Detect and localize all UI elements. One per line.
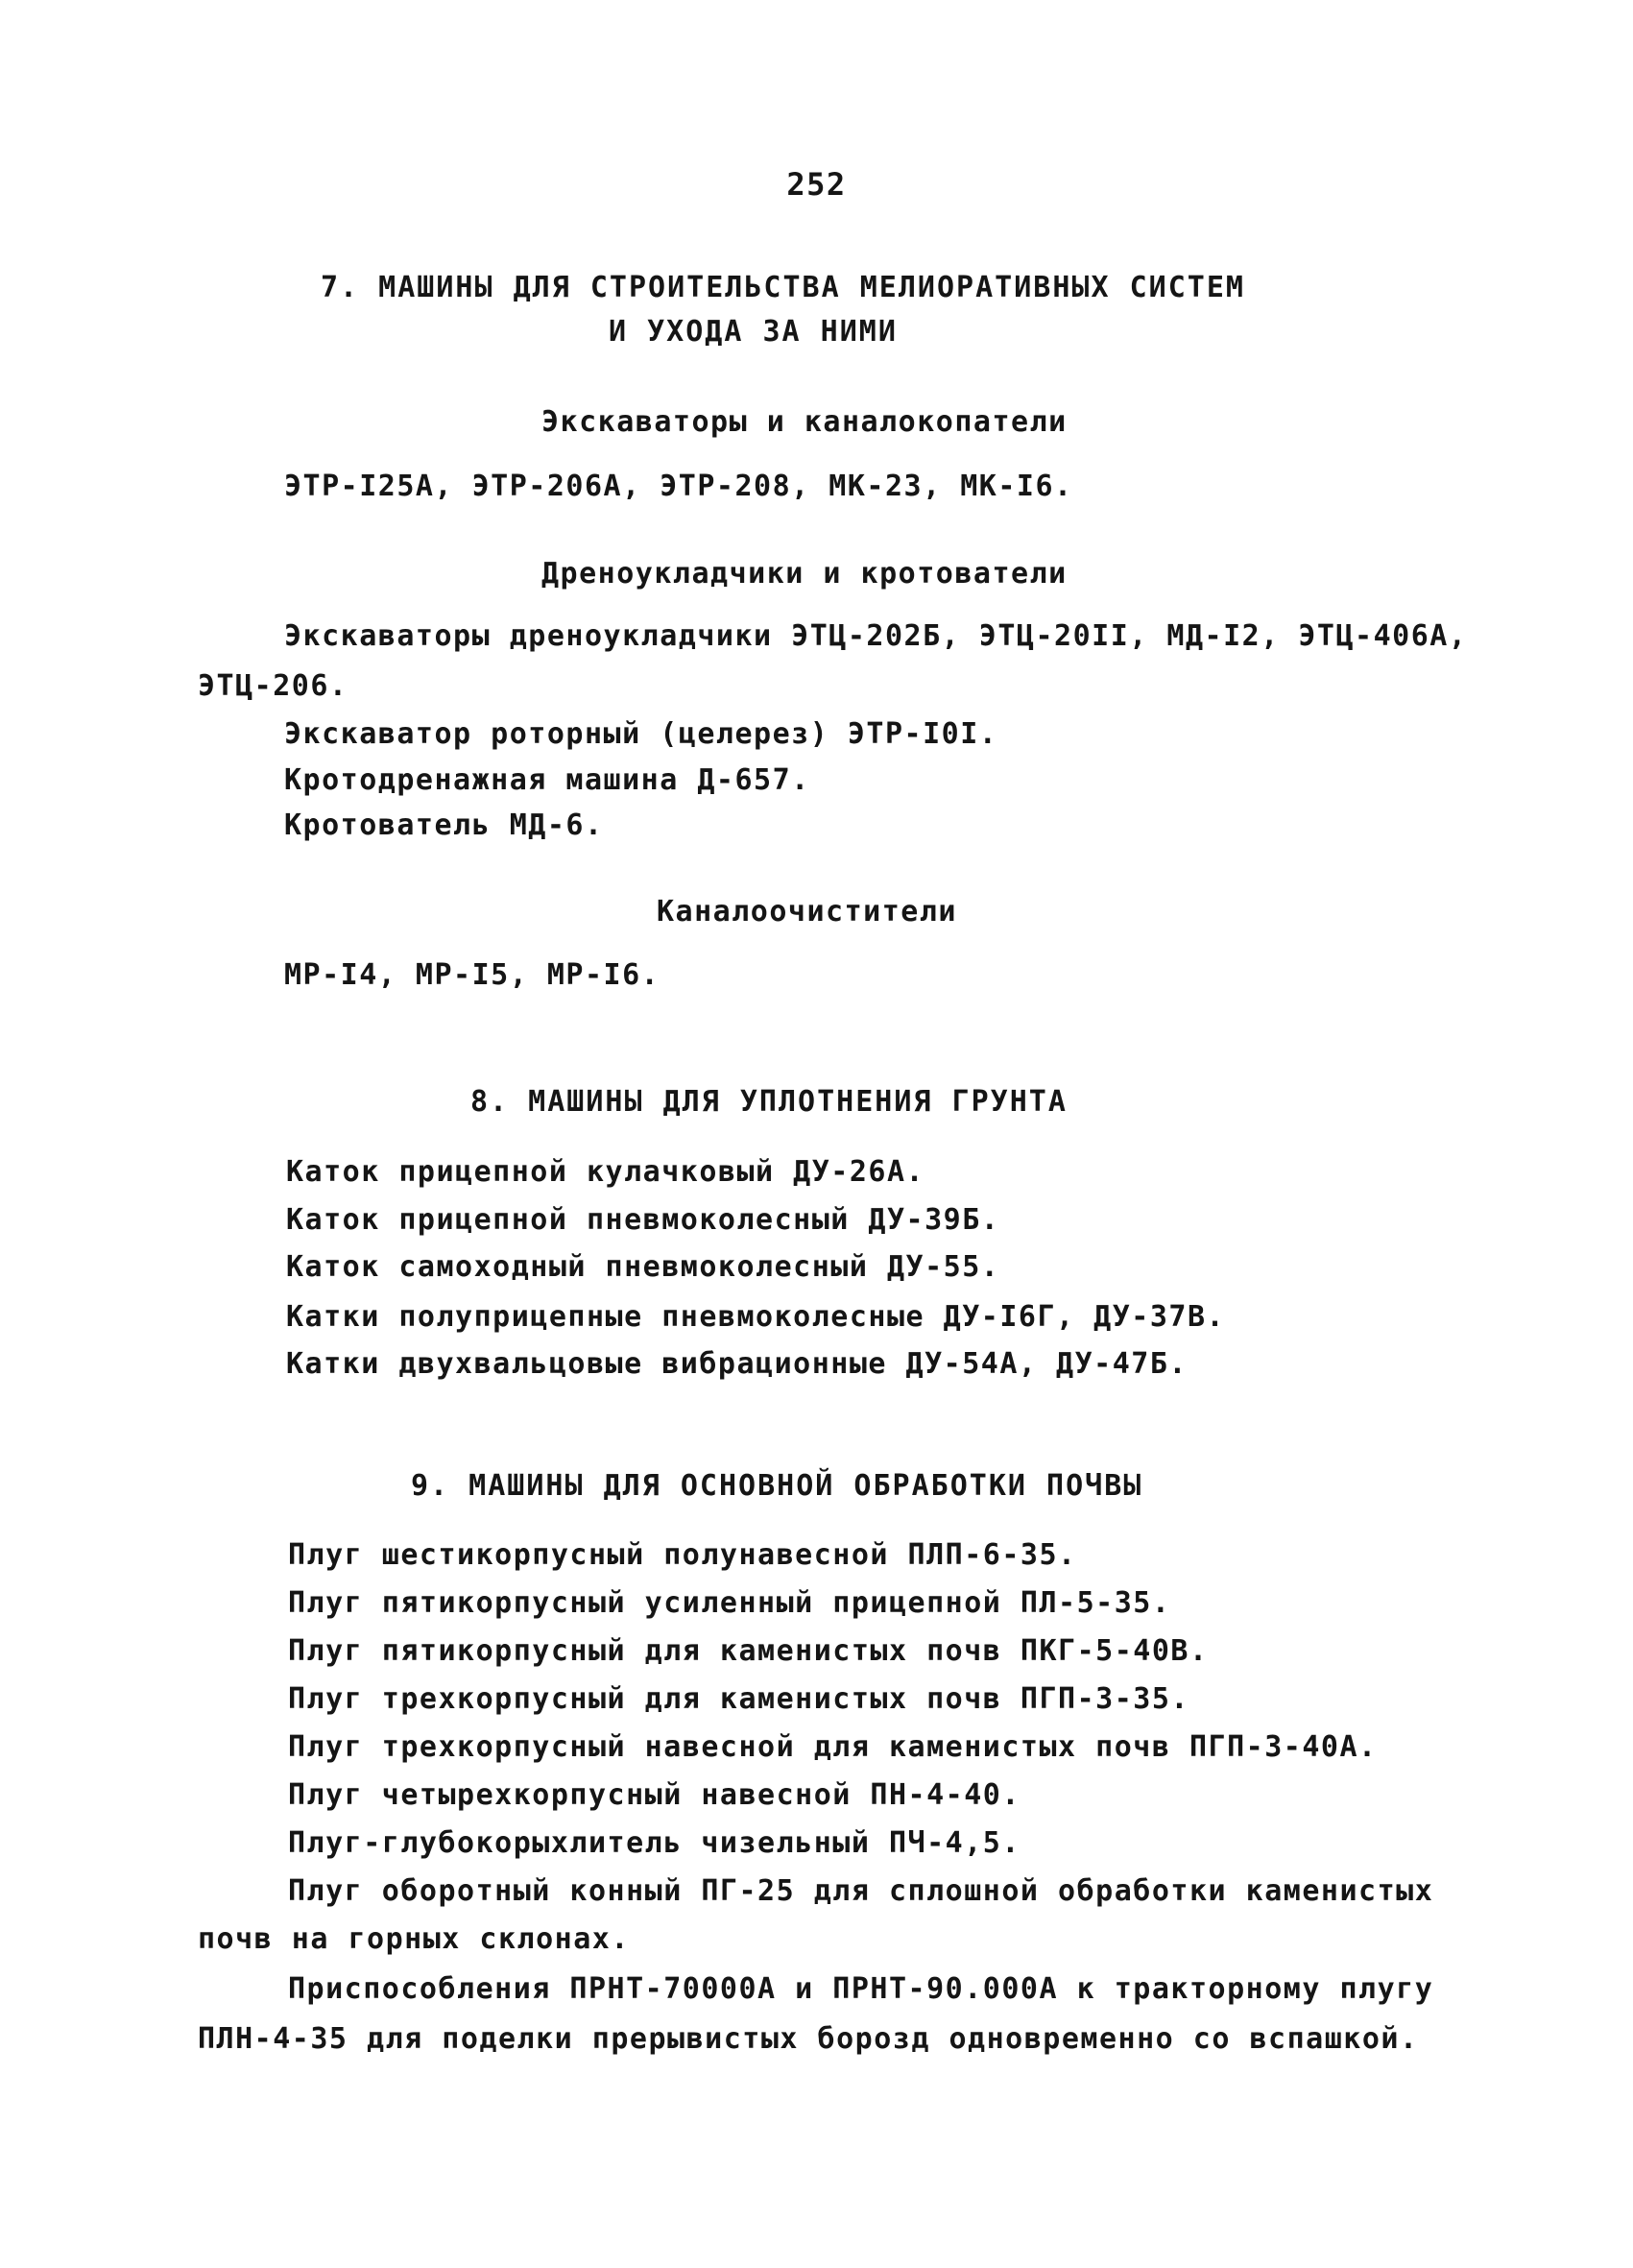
section-7-title-line-1: 7. МАШИНЫ ДЛЯ СТРОИТЕЛЬСТВА МЕЛИОРАТИВНЫХ СИСТЕМ xyxy=(321,271,1245,304)
list-item: Экскаватор роторный (целерез) ЭТР-I0I. xyxy=(284,717,998,751)
list-item: Каток прицепной пневмоколесный ДУ-39Б. xyxy=(286,1203,1000,1237)
section-8-title: 8. МАШИНЫ ДЛЯ УПЛОТНЕНИЯ ГРУНТА xyxy=(470,1085,1068,1119)
list-item: Каток самоходный пневмоколесный ДУ-55. xyxy=(286,1250,1000,1284)
list-item: почв на горных склонах. xyxy=(198,1922,630,1956)
list-item: Катки полуприцепные пневмоколесные ДУ-I6Г, ДУ-37В. xyxy=(286,1300,1226,1334)
subsection-heading-excavators: Экскаваторы и каналокопатели xyxy=(541,405,1068,439)
list-item: Плуг шестикорпусный полунавесной ПЛП-6-35. xyxy=(288,1538,1077,1572)
section-9-title: 9. МАШИНЫ ДЛЯ ОСНОВНОЙ ОБРАБОТКИ ПОЧВЫ xyxy=(411,1469,1143,1503)
list-item: Экскаваторы дреноукладчики ЭТЦ-202Б, ЭТЦ-20II, МД-I2, ЭТЦ-406А, xyxy=(284,619,1468,653)
list-item: Кротователь МД-6. xyxy=(284,808,604,842)
list-item: Кротодренажная машина Д-657. xyxy=(284,763,810,797)
list-item: Приспособления ПРНТ-70000А и ПРНТ-90.000А к тракторному плугу xyxy=(288,1972,1434,2006)
list-item: ЭТЦ-206. xyxy=(198,669,348,703)
list-item: ПЛН-4-35 для поделки прерывистых борозд одновременно со вспашкой. xyxy=(198,2022,1419,2056)
list-item: МР-I4, МР-I5, МР-I6. xyxy=(284,958,660,992)
list-item: Плуг пятикорпусный усиленный прицепной ПЛ-5-35. xyxy=(288,1586,1171,1620)
subsection-heading-drainage: Дреноукладчики и кротователи xyxy=(541,557,1068,591)
list-item: Плуг трехкорпусный для каменистых почв ПГП-3-35. xyxy=(288,1682,1189,1716)
section-7-title-line-2: И УХОДА ЗА НИМИ xyxy=(609,315,898,349)
list-item: ЭТР-I25А, ЭТР-206А, ЭТР-208, МК-23, МК-I6. xyxy=(284,470,1073,503)
subsection-heading-canal-cleaners: Каналоочистители xyxy=(657,895,957,929)
list-item: Плуг четырехкорпусный навесной ПН-4-40. xyxy=(288,1778,1021,1812)
list-item: Каток прицепной кулачковый ДУ-26А. xyxy=(286,1155,925,1189)
list-item: Плуг пятикорпусный для каменистых почв ПКГ-5-40В. xyxy=(288,1634,1209,1668)
list-item: Плуг трехкорпусный навесной для каменистых почв ПГП-3-40А. xyxy=(288,1730,1378,1764)
list-item: Плуг-глубокорыхлитель чизельный ПЧ-4,5. xyxy=(288,1826,1021,1860)
list-item: Плуг оборотный конный ПГ-25 для сплошной обработки каменистых xyxy=(288,1874,1434,1908)
page-number: 252 xyxy=(786,166,847,203)
list-item: Катки двухвальцовые вибрационные ДУ-54А, ДУ-47Б. xyxy=(286,1347,1188,1381)
